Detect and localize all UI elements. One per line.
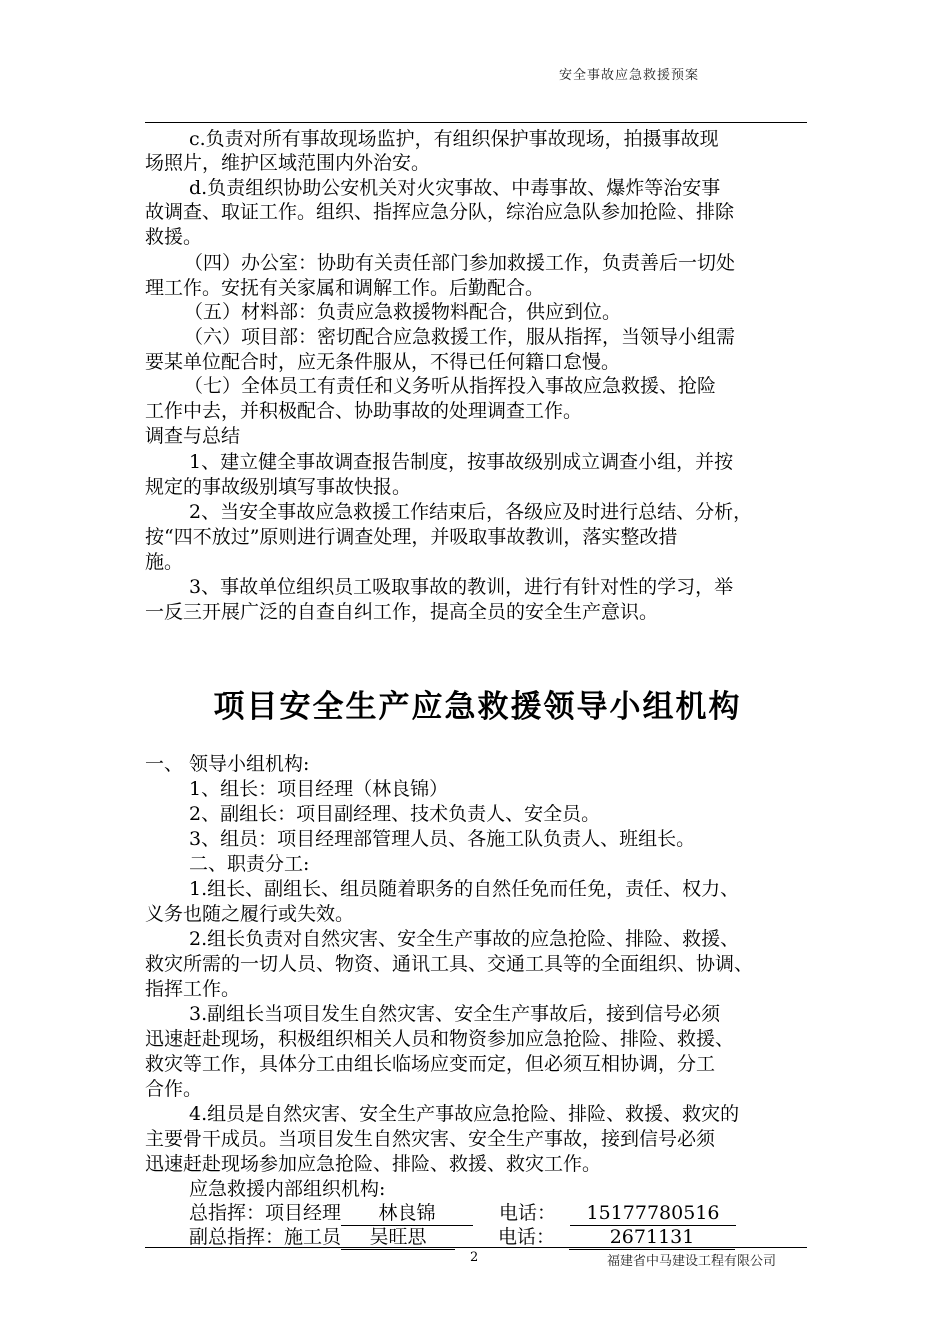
contact-name: 吴旺思 xyxy=(341,1225,455,1250)
paragraph-line: 2、当安全事故应急救援工作结束后，各级应及时进行总结、分析， xyxy=(189,501,753,523)
list-heading: 二、职责分工: xyxy=(189,853,310,875)
contact-phone-label: 电话： xyxy=(499,1202,557,1224)
paragraph-line: 按“四不放过”原则进行调查处理，并吸取事故教训，落实整改措 xyxy=(145,526,678,548)
paragraph-line: c.负责对所有事故现场监护，有组织保护事故现场，拍摄事故现 xyxy=(189,128,719,150)
contact-row xyxy=(189,1201,736,1226)
paragraph-line: 4.组员是自然灾害、安全生产事故应急抢险、排险、救援、救灾的 xyxy=(189,1103,740,1125)
subsection-title: 调查与总结 xyxy=(145,425,241,447)
paragraph-line: 施。 xyxy=(145,551,184,573)
paragraph-line: 主要骨干成员。当项目发生自然灾害、安全生产事故，接到信号必须 xyxy=(145,1128,716,1150)
paragraph-line: 指挥工作。 xyxy=(145,978,241,1000)
header-rule xyxy=(145,122,807,123)
paragraph-line: 迅速赶赴现场参加应急抢险、排险、救援、救灾工作。 xyxy=(145,1153,602,1175)
list-item: 2、副组长：项目副经理、技术负责人、安全员。 xyxy=(189,803,601,825)
paragraph-line: d.负责组织协助公安机关对火灾事故、中毒事故、爆炸等治安事 xyxy=(189,177,721,199)
paragraph-line: 场照片，维护区域范围内外治安。 xyxy=(145,152,431,174)
paragraph-line: 故调查、取证工作。组织、指挥应急分队，综治应急队参加抢险、排除 xyxy=(145,201,735,223)
paragraph-line: （四）办公室：协助有关责任部门参加救援工作，负责善后一切处 xyxy=(184,252,736,274)
contact-role: 副总指挥：施工员 xyxy=(189,1226,342,1248)
company-name: 福建省中马建设工程有限公司 xyxy=(607,1254,777,1269)
paragraph-line: 规定的事故级别填写事故快报。 xyxy=(145,476,412,498)
paragraph-line: 迅速赶赴现场，积极组织相关人员和物资参加应急抢险、排险、救援、 xyxy=(145,1028,735,1050)
paragraph-line: 义务也随之履行或失效。 xyxy=(145,903,355,925)
list-item: 3、组员：项目经理部管理人员、各施工队负责人、班组长。 xyxy=(189,828,696,850)
paragraph-line: 1.组长、副组长、组员随着职务的自然任免而任免，责任、权力、 xyxy=(189,878,740,900)
paragraph-line: 工作中去，并积极配合、协助事故的处理调查工作。 xyxy=(145,400,583,422)
paragraph-line: 一反三开展广泛的自查自纠工作，提高全员的安全生产意识。 xyxy=(145,601,659,623)
header-title: 安全事故应急救援预案 xyxy=(559,68,700,83)
list-item: 1、组长：项目经理（林良锦） xyxy=(189,778,449,800)
paragraph-line: 救援。 xyxy=(145,226,203,248)
contact-phone: 2671131 xyxy=(569,1225,735,1250)
contact-phone: 15177780516 xyxy=(570,1201,736,1226)
paragraph-line: 救灾所需的一切人员、物资、通讯工具、交通工具等的全面组织、协调、 xyxy=(145,953,754,975)
paragraph-line: （五）材料部：负责应急救援物料配合，供应到位。 xyxy=(184,301,622,323)
paragraph-line: 理工作。安抚有关家属和调解工作。后勤配合。 xyxy=(145,277,545,299)
paragraph-line: 合作。 xyxy=(145,1078,203,1100)
paragraph-line: 1、建立健全事故调查报告制度，按事故级别成立调查小组，并按 xyxy=(189,451,734,473)
paragraph-line: （六）项目部：密切配合应急救援工作，服从指挥，当领导小组需 xyxy=(184,326,736,348)
footer-rule xyxy=(145,1247,807,1248)
contact-phone-label: 电话： xyxy=(498,1226,556,1248)
section-heading: 项目安全生产应急救援领导小组机构 xyxy=(213,689,742,725)
paragraph-line: 3、事故单位组织员工吸取事故的教训，进行有针对性的学习，举 xyxy=(189,576,734,598)
list-heading: 应急救援内部组织机构: xyxy=(189,1178,386,1200)
paragraph-line: 3.副组长当项目发生自然灾害、安全生产事故后，接到信号必须 xyxy=(189,1003,721,1025)
list-heading: 一、 领导小组机构: xyxy=(145,753,310,775)
contact-name: 林良锦 xyxy=(341,1201,473,1226)
paragraph-line: 要某单位配合时，应无条件服从，不得已任何籍口怠慢。 xyxy=(145,351,621,373)
paragraph-line: （七）全体员工有责任和义务听从指挥投入事故应急救援、抢险 xyxy=(184,375,717,397)
contact-role: 总指挥：项目经理 xyxy=(189,1202,342,1224)
paragraph-line: 2.组长负责对自然灾害、安全生产事故的应急抢险、排险、救援、 xyxy=(189,928,740,950)
paragraph-line: 救灾等工作，具体分工由组长临场应变而定，但必须互相协调，分工 xyxy=(145,1053,716,1075)
page-number: 2 xyxy=(470,1250,479,1265)
